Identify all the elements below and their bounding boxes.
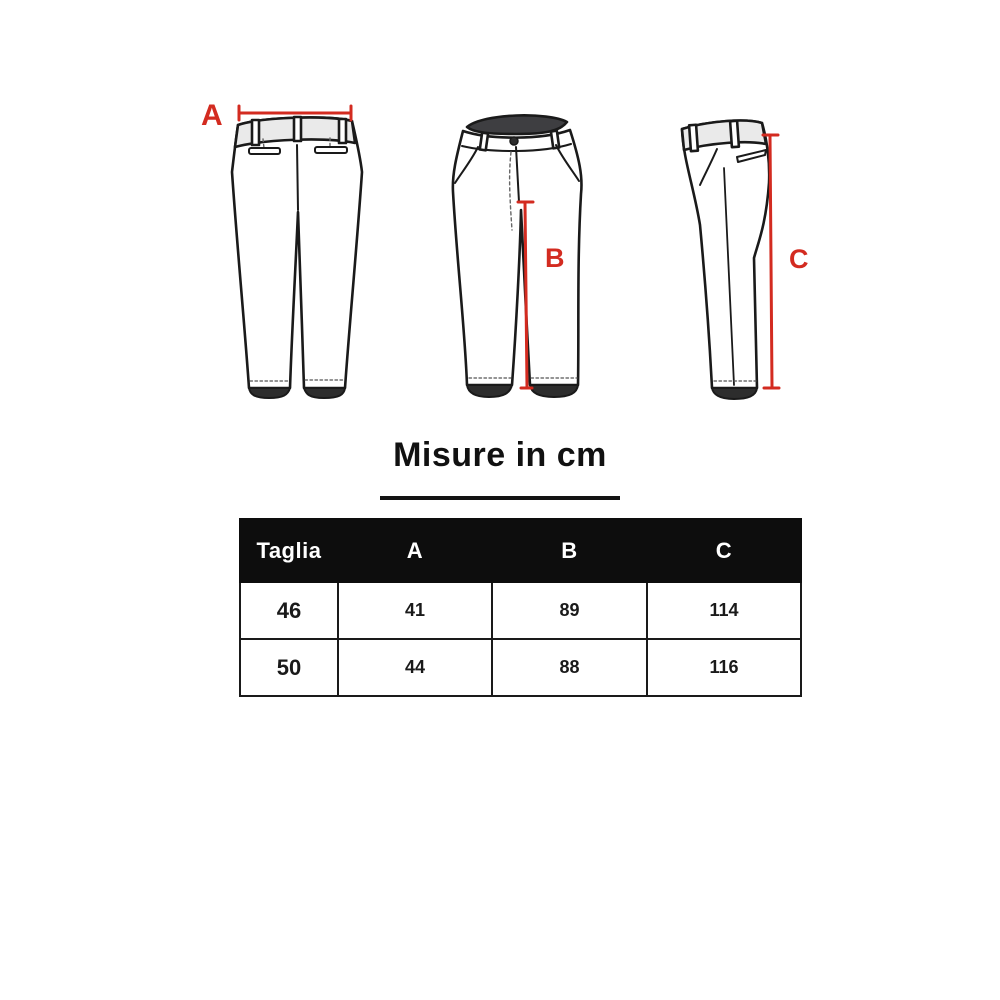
belt-loop (480, 133, 488, 151)
belt-loop (252, 120, 259, 145)
size-cell: 50 (240, 639, 338, 696)
measure-label-b: B (545, 243, 565, 273)
header-c: C (647, 519, 801, 582)
header-b: B (492, 519, 647, 582)
belt-loop (689, 125, 698, 151)
measure-label-a: A (201, 99, 223, 132)
belt-loop (294, 117, 301, 141)
table-row-size-50 (240, 639, 801, 696)
pants-measurement-illustration (0, 0, 1000, 430)
table-row-size-46 (240, 582, 801, 639)
front-hem-right (530, 385, 578, 397)
size-cell: 46 (240, 582, 338, 639)
back-pocket-left (249, 148, 280, 154)
belt-loop (339, 119, 346, 143)
belt-loop (551, 131, 559, 149)
page-title: Misure in cm (393, 436, 607, 474)
back-hem-left (249, 388, 290, 398)
side-body (682, 121, 769, 388)
back-center-seam (297, 145, 298, 210)
belt-loop (730, 121, 739, 147)
measurement-cell-a: 44 (338, 639, 492, 696)
back-hem-right (304, 388, 345, 398)
measurement-cell-c: 116 (647, 639, 801, 696)
side-hem (712, 388, 757, 399)
header-a: A (338, 519, 492, 582)
size-table-header-row (240, 519, 801, 582)
measurement-cell-c: 114 (647, 582, 801, 639)
back-pocket-right (315, 147, 347, 153)
measure-label-c: C (789, 244, 809, 274)
measurement-cell-b: 88 (492, 639, 647, 696)
header-taglia: Taglia (240, 519, 338, 582)
size-table (239, 518, 802, 697)
measurement-cell-a: 41 (338, 582, 492, 639)
pants-back-view-icon (232, 117, 362, 398)
waist-button (510, 137, 518, 145)
title-underline (380, 496, 620, 500)
pants-side-view-icon (682, 121, 769, 399)
measurement-cell-b: 89 (492, 582, 647, 639)
front-hem-left (467, 385, 512, 397)
